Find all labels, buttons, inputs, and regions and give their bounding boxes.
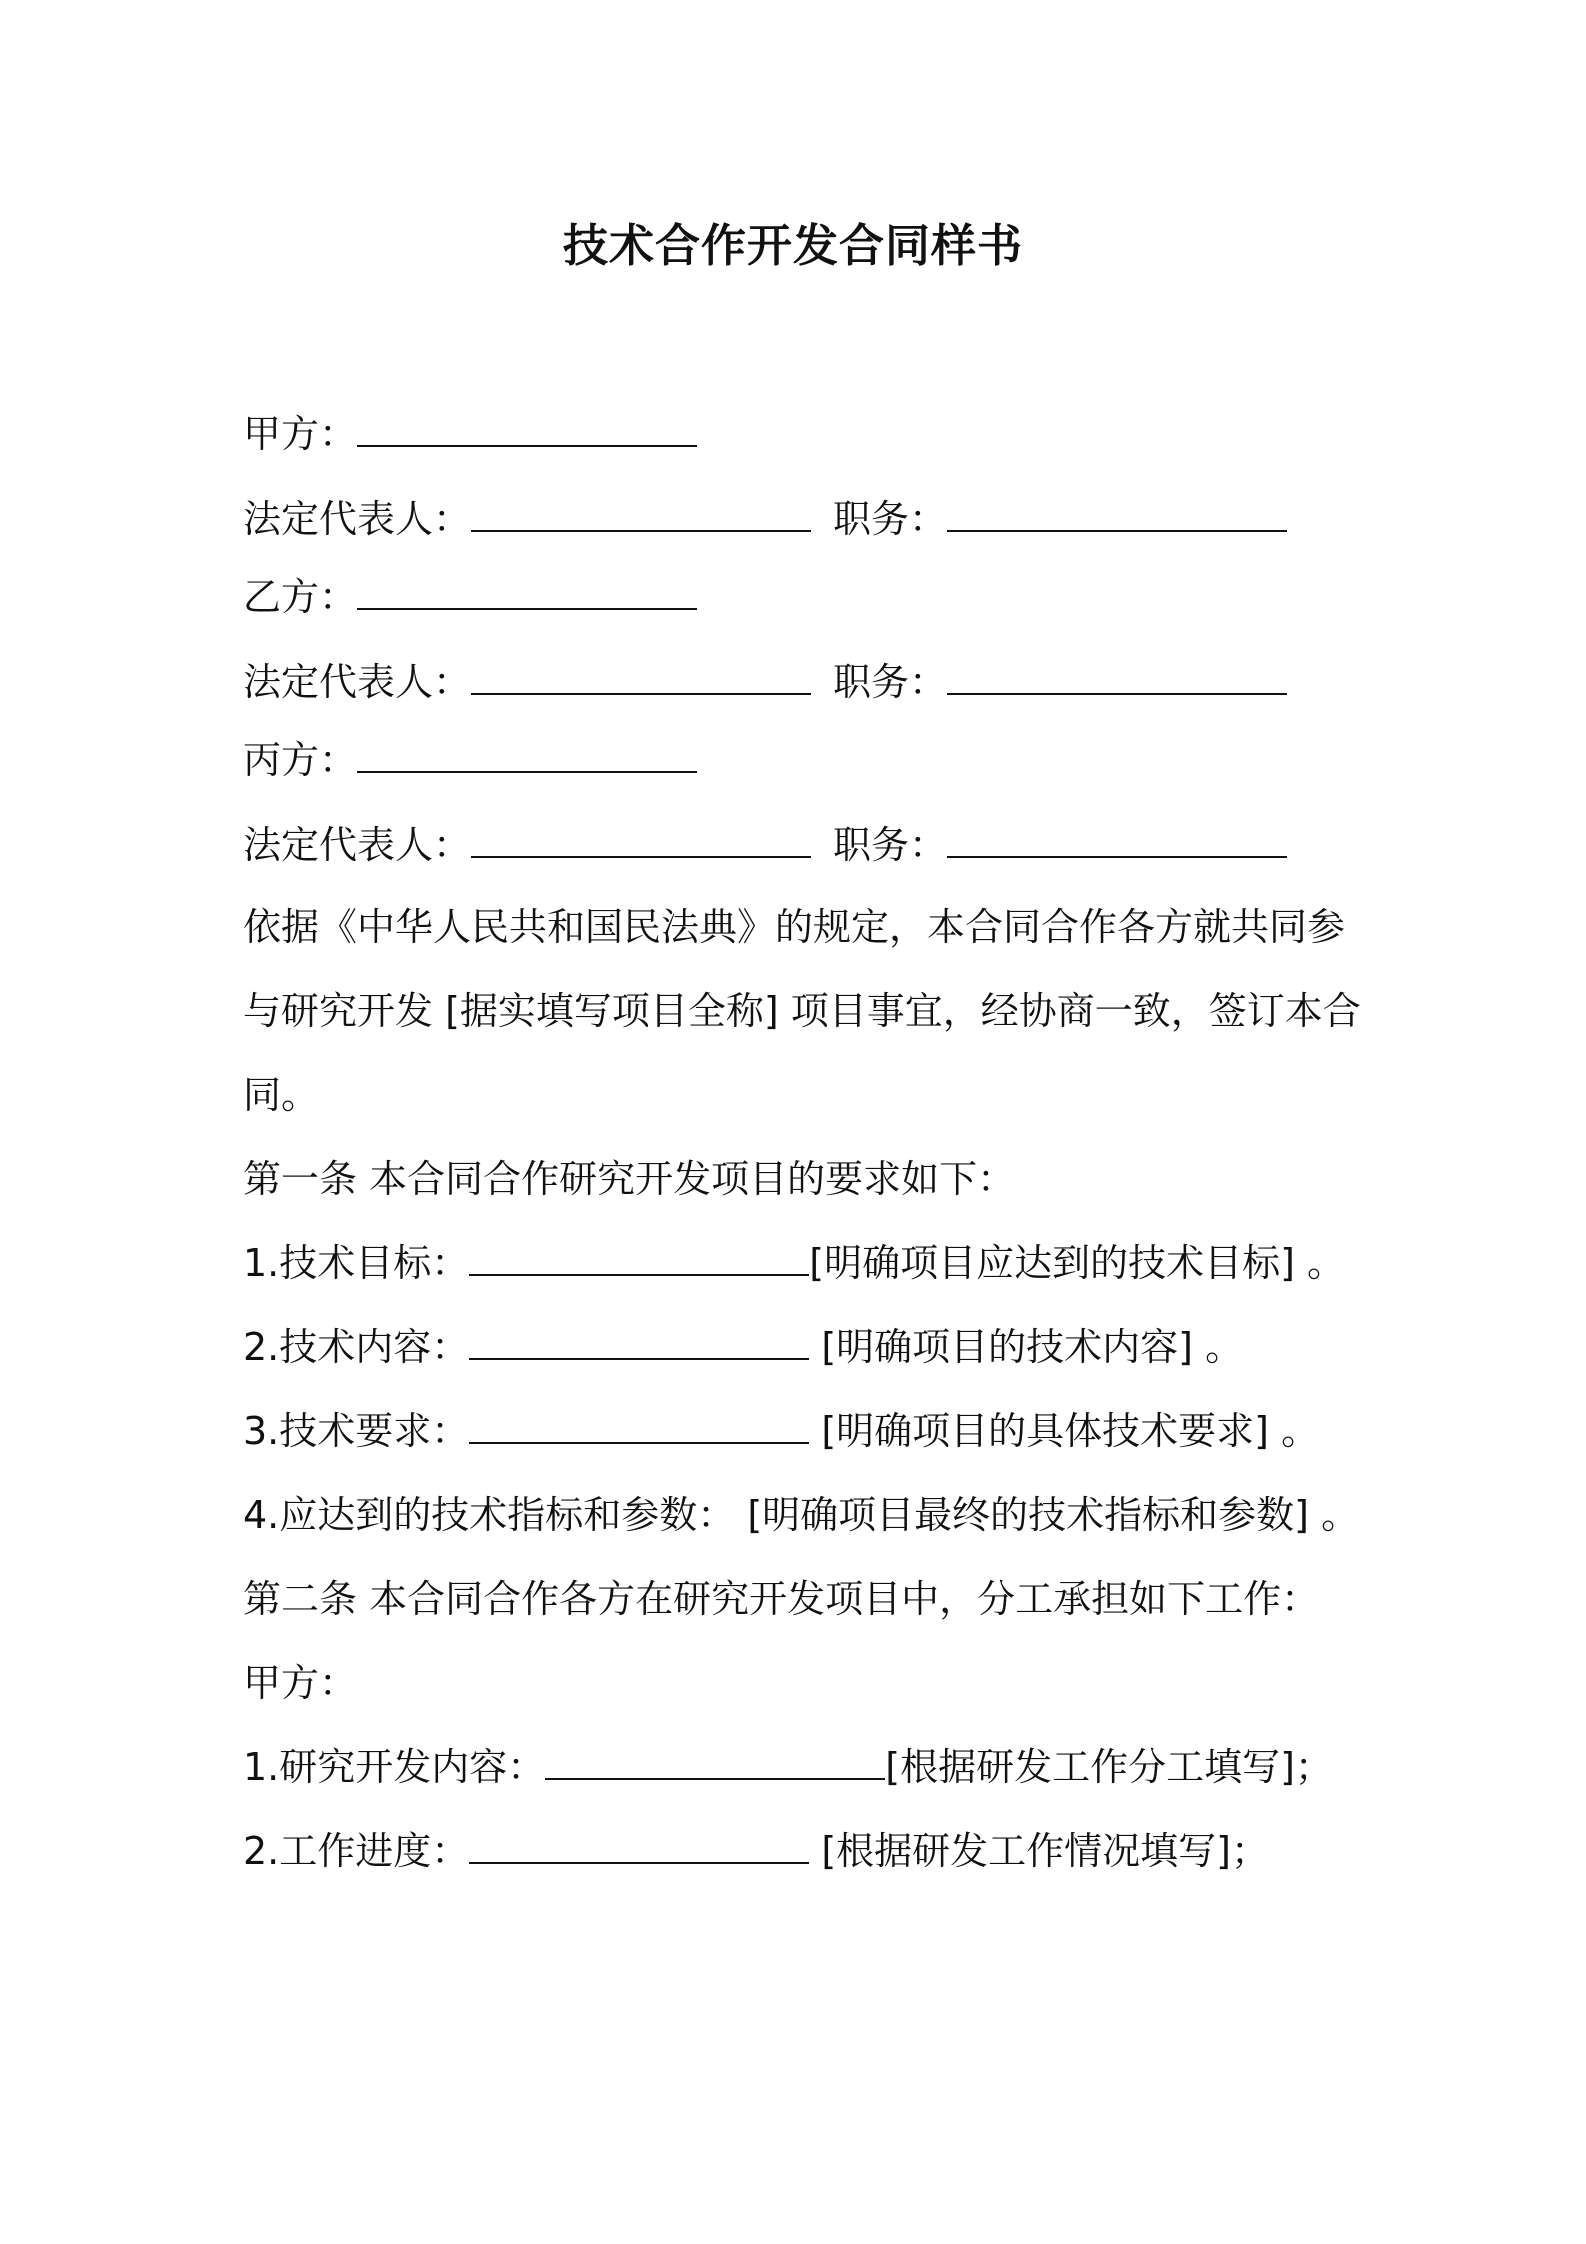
item-note: [明确项目的具体技术要求] 。 <box>821 1409 1320 1453</box>
item-label: 1.技术目标： <box>243 1241 470 1285</box>
item-note: [根据研发工作情况填写]； <box>821 1829 1270 1873</box>
party-b-rep-line <box>243 656 1363 708</box>
item-note: [明确项目的技术内容] 。 <box>821 1325 1244 1369</box>
article-1-item <box>243 1305 1363 1389</box>
legal-rep-blank[interactable] <box>471 659 811 695</box>
legal-rep-blank[interactable] <box>471 822 811 858</box>
item-note: [明确项目应达到的技术目标] 。 <box>809 1241 1345 1285</box>
party-b-blank[interactable] <box>357 574 697 610</box>
legal-rep-blank[interactable] <box>471 496 811 532</box>
party-a-blank[interactable] <box>357 411 697 447</box>
legal-rep-label: 法定代表人： <box>243 660 472 704</box>
legal-rep-label: 法定代表人： <box>243 823 472 867</box>
position-blank[interactable] <box>947 822 1287 858</box>
item-blank[interactable] <box>545 1744 885 1780</box>
party-a-label: 甲方： <box>243 412 358 456</box>
party-b-line <box>243 571 1363 623</box>
party-c-blank[interactable] <box>357 737 697 773</box>
position-blank[interactable] <box>947 659 1287 695</box>
item-label: 2.工作进度： <box>243 1829 470 1873</box>
position-label: 职务： <box>833 823 948 867</box>
party-c-label: 丙方： <box>243 738 358 782</box>
article-1-item-4: 4.应达到的技术指标和参数： [明确项目最终的技术指标和参数] 。 <box>243 1493 1360 1537</box>
article-2-item <box>243 1809 1363 1893</box>
item-note: [根据研发工作分工填写]； <box>885 1745 1333 1789</box>
article-2-title: 第二条 本合同合作各方在研究开发项目中，分工承担如下工作： <box>243 1577 1320 1621</box>
article-2-party-a: 甲方： <box>243 1661 358 1705</box>
document-title: 技术合作开发合同样书 <box>562 219 1023 272</box>
party-c-line <box>243 734 1363 786</box>
party-c-rep-line <box>243 819 1363 871</box>
position-blank[interactable] <box>947 496 1287 532</box>
item-blank[interactable] <box>469 1324 809 1360</box>
article-2-item <box>243 1725 1363 1809</box>
item-blank[interactable] <box>469 1828 809 1864</box>
item-label: 2.技术内容： <box>243 1325 470 1369</box>
party-b-label: 乙方： <box>243 575 358 619</box>
article-1-item <box>243 1221 1363 1305</box>
article-1-title: 第一条 本合同合作研究开发项目的要求如下： <box>243 1157 1016 1201</box>
item-blank[interactable] <box>469 1408 809 1444</box>
item-label: 3.技术要求： <box>243 1409 470 1453</box>
legal-rep-label: 法定代表人： <box>243 497 472 541</box>
intro-paragraph: 依据《中华人民共和国民法典》的规定，本合同合作各方就共同参与研究开发 [据实填写项目全称] 项目事宜，经协商一致，签订本合同。 <box>243 905 1361 1117</box>
document-body <box>243 408 1363 1893</box>
party-a-line <box>243 408 1363 460</box>
party-a-rep-line <box>243 493 1363 545</box>
item-label: 1.研究开发内容： <box>243 1745 546 1789</box>
position-label: 职务： <box>833 660 948 704</box>
item-blank[interactable] <box>469 1240 809 1276</box>
article-1-item <box>243 1389 1363 1473</box>
position-label: 职务： <box>833 497 948 541</box>
